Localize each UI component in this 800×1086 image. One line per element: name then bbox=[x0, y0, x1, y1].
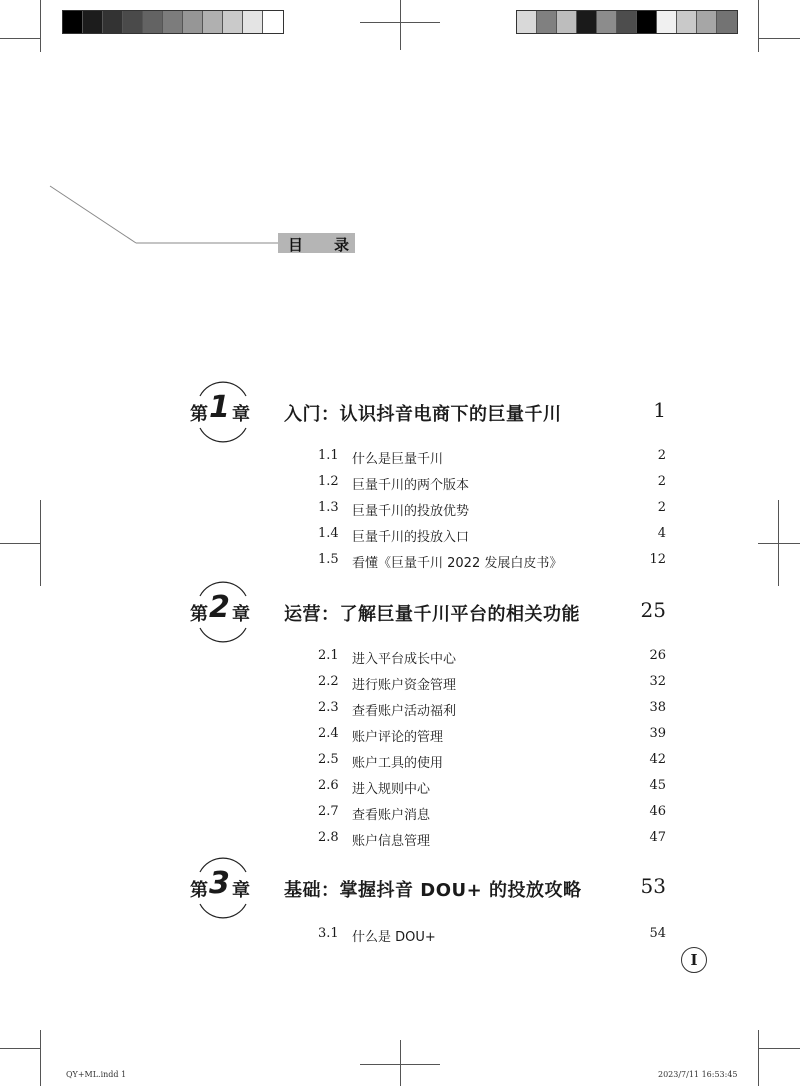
section-title: 账户工具的使用 bbox=[352, 756, 444, 771]
chapter-heading[interactable] bbox=[186, 386, 666, 438]
section-title: 进入规则中心 bbox=[352, 782, 431, 797]
chapter-suffix: 章 bbox=[232, 404, 250, 425]
section-number: 1.3 bbox=[318, 500, 339, 515]
section-number: 2.2 bbox=[318, 674, 339, 689]
chapter-label bbox=[186, 862, 258, 914]
section-title: 账户评论的管理 bbox=[352, 730, 444, 745]
chapter-suffix: 章 bbox=[232, 880, 250, 901]
color-swatch bbox=[597, 11, 617, 33]
color-swatch bbox=[243, 11, 263, 33]
chapter-prefix: 第 bbox=[190, 404, 208, 425]
section-title: 巨量千川的两个版本 bbox=[352, 478, 470, 493]
crop-mark bbox=[758, 0, 759, 52]
chapter-number: 2 bbox=[209, 590, 230, 625]
color-swatch bbox=[637, 11, 657, 33]
toc-entry[interactable] bbox=[318, 804, 666, 824]
crop-mark bbox=[40, 0, 41, 52]
chapter-number: 1 bbox=[209, 390, 230, 425]
chapter-number: 3 bbox=[209, 866, 230, 901]
slug-timestamp: 2023/7/11 16:53:45 bbox=[658, 1070, 738, 1079]
section-page: 54 bbox=[649, 926, 666, 941]
section-number: 2.7 bbox=[318, 804, 339, 819]
section-page: 2 bbox=[657, 448, 666, 463]
color-swatch bbox=[123, 11, 143, 33]
crop-mark bbox=[400, 0, 401, 50]
section-page: 47 bbox=[649, 830, 666, 845]
crop-mark bbox=[360, 1064, 440, 1065]
crop-mark bbox=[0, 543, 40, 544]
chapter-label bbox=[186, 586, 258, 638]
color-swatch bbox=[517, 11, 537, 33]
chapter-page: 25 bbox=[640, 598, 666, 622]
section-title: 查看账户活动福利 bbox=[352, 704, 457, 719]
toc-entry[interactable] bbox=[318, 526, 666, 546]
section-number: 1.2 bbox=[318, 474, 339, 489]
chapter-title: 运营：了解巨量千川平台的相关功能 bbox=[284, 604, 580, 625]
color-swatch bbox=[163, 11, 183, 33]
color-swatch bbox=[617, 11, 637, 33]
color-swatch bbox=[63, 11, 83, 33]
section-page: 12 bbox=[649, 552, 666, 567]
color-swatch bbox=[183, 11, 203, 33]
color-swatch bbox=[143, 11, 163, 33]
chapter-heading[interactable] bbox=[186, 586, 666, 638]
page-folio: I bbox=[681, 947, 707, 973]
crop-mark bbox=[40, 1030, 41, 1086]
section-number: 2.4 bbox=[318, 726, 339, 741]
section-page: 39 bbox=[649, 726, 666, 741]
toc-title-left: 目 bbox=[288, 236, 304, 254]
crop-mark bbox=[758, 543, 800, 544]
color-swatch bbox=[263, 11, 283, 33]
section-title: 什么是巨量千川 bbox=[352, 452, 444, 467]
section-title: 进行账户资金管理 bbox=[352, 678, 457, 693]
color-swatch bbox=[657, 11, 677, 33]
crop-mark bbox=[0, 1048, 40, 1049]
chapter-page: 53 bbox=[640, 874, 666, 898]
color-swatch bbox=[203, 11, 223, 33]
section-title: 巨量千川的投放入口 bbox=[352, 530, 470, 545]
section-title: 巨量千川的投放优势 bbox=[352, 504, 470, 519]
toc-entry[interactable] bbox=[318, 830, 666, 850]
section-number: 2.8 bbox=[318, 830, 339, 845]
toc-title bbox=[278, 233, 355, 253]
slug-filename: QY+ML.indd 1 bbox=[66, 1070, 127, 1079]
crop-mark bbox=[0, 38, 40, 39]
section-page: 32 bbox=[649, 674, 666, 689]
toc-entry[interactable] bbox=[318, 752, 666, 772]
section-number: 2.5 bbox=[318, 752, 339, 767]
toc-entry[interactable] bbox=[318, 674, 666, 694]
chapter-label bbox=[186, 386, 258, 438]
toc-title-right: 录 bbox=[334, 236, 350, 254]
section-number: 2.6 bbox=[318, 778, 339, 793]
chapter-heading[interactable] bbox=[186, 862, 666, 914]
section-page: 2 bbox=[657, 500, 666, 515]
toc-entry[interactable] bbox=[318, 700, 666, 720]
color-swatch bbox=[577, 11, 597, 33]
color-swatch bbox=[717, 11, 737, 33]
section-page: 42 bbox=[649, 752, 666, 767]
chapter-page: 1 bbox=[653, 398, 666, 422]
section-page: 4 bbox=[657, 526, 666, 541]
section-title: 账户信息管理 bbox=[352, 834, 431, 849]
crop-mark bbox=[360, 22, 440, 23]
toc-entry[interactable] bbox=[318, 648, 666, 668]
toc-entry[interactable] bbox=[318, 500, 666, 520]
chapter-title: 入门：认识抖音电商下的巨量千川 bbox=[284, 404, 562, 425]
section-page: 46 bbox=[649, 804, 666, 819]
chapter-prefix: 第 bbox=[190, 880, 208, 901]
section-title: 查看账户消息 bbox=[352, 808, 431, 823]
section-page: 2 bbox=[657, 474, 666, 489]
color-swatch bbox=[697, 11, 717, 33]
section-page: 26 bbox=[649, 648, 666, 663]
color-swatch bbox=[537, 11, 557, 33]
crop-mark bbox=[758, 1048, 800, 1049]
color-swatch bbox=[677, 11, 697, 33]
section-number: 1.4 bbox=[318, 526, 339, 541]
section-page: 38 bbox=[649, 700, 666, 715]
color-bar-right bbox=[516, 10, 738, 34]
section-title: 看懂《巨量千川 2022 发展白皮书》 bbox=[352, 556, 563, 571]
toc-entry[interactable] bbox=[318, 448, 666, 468]
crop-mark bbox=[758, 38, 800, 39]
section-title: 什么是 DOU+ bbox=[352, 930, 436, 945]
toc-entry[interactable] bbox=[318, 552, 666, 572]
color-bar-left bbox=[62, 10, 284, 34]
color-swatch bbox=[83, 11, 103, 33]
color-swatch bbox=[103, 11, 123, 33]
section-number: 2.3 bbox=[318, 700, 339, 715]
section-number: 2.1 bbox=[318, 648, 339, 663]
chapter-suffix: 章 bbox=[232, 604, 250, 625]
section-title: 进入平台成长中心 bbox=[352, 652, 457, 667]
color-swatch bbox=[557, 11, 577, 33]
section-number: 1.1 bbox=[318, 448, 339, 463]
toc-entry[interactable] bbox=[318, 926, 666, 946]
toc-entry[interactable] bbox=[318, 474, 666, 494]
section-number: 3.1 bbox=[318, 926, 339, 941]
toc-entry[interactable] bbox=[318, 726, 666, 746]
section-page: 45 bbox=[649, 778, 666, 793]
toc-entry[interactable] bbox=[318, 778, 666, 798]
crop-mark bbox=[400, 1040, 401, 1086]
chapter-title: 基础：掌握抖音 DOU+ 的投放攻略 bbox=[284, 880, 582, 901]
crop-mark bbox=[40, 500, 41, 586]
chapter-prefix: 第 bbox=[190, 604, 208, 625]
section-number: 1.5 bbox=[318, 552, 339, 567]
color-swatch bbox=[223, 11, 243, 33]
crop-mark bbox=[758, 1030, 759, 1086]
